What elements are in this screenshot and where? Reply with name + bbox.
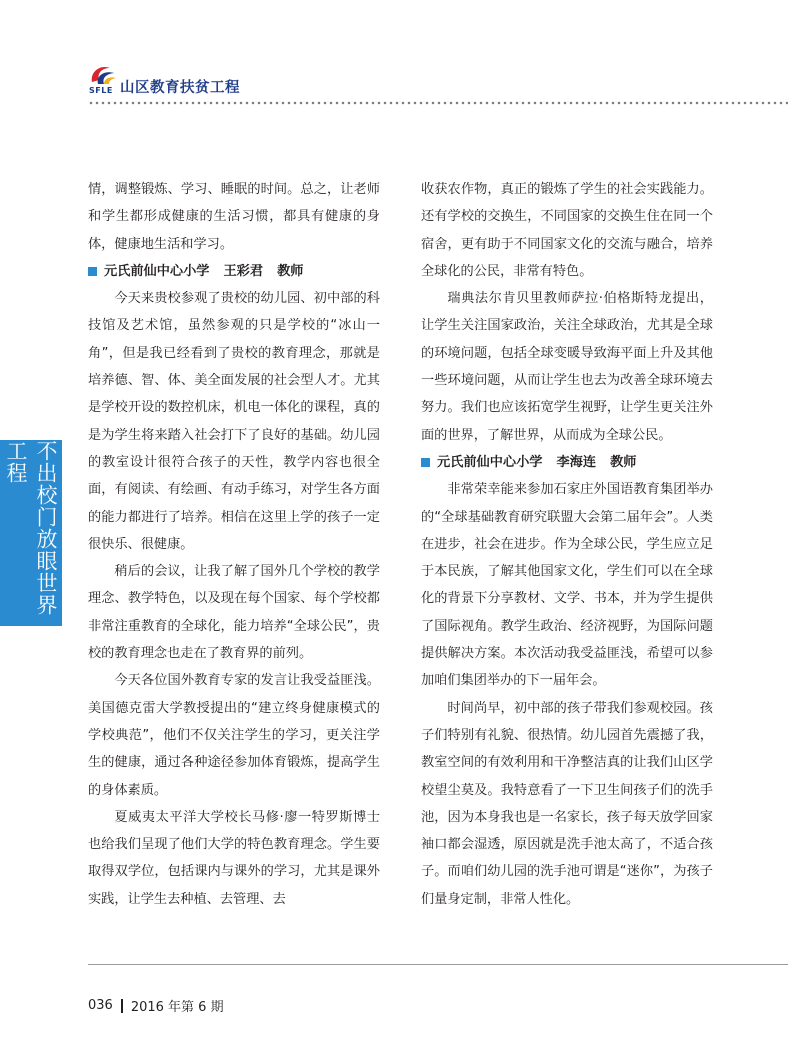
paragraph: 今天来贵校参观了贵校的幼儿园、初中部的科技馆及艺术馆，虽然参观的只是学校的“冰山一角”，但是我已经看到了贵校的教育理念，那就是培养德、智、体、美全面发展的社会型人才。尤其是学校开设的数控机床，机电一体化的课程，真的是为学生将来踏入社会打下了良好的基础。幼儿园的教室设计很符合孩子的天性，教学内容也很全面，有阅读、有绘画、有动手练习，对学生各方面的能力都进行了培养。相信在这里上学的孩子一定很快乐、很健康。 xyxy=(88,291,380,552)
paragraph: 情，调整锻炼、学习、睡眠的时间。总之，让老师和学生都形成健康的生活习惯，都具有健康的身体，健康地生活和学习。 xyxy=(88,182,380,252)
section-author-name: 李海连 xyxy=(556,454,597,470)
section-square-icon xyxy=(88,267,97,276)
logo-text: SFLE xyxy=(89,86,113,95)
paragraph: 今天各位国外教育专家的发言让我受益匪浅。美国德克雷大学教授提出的“建立终身健康模式的学校典范”，他们不仅关注学生的学习，更关注学生的健康，通过各种途径参加体育锻炼，提高学生的身体素质。 xyxy=(88,673,380,798)
side-tab xyxy=(0,440,62,626)
page-number: 036 xyxy=(88,998,113,1013)
issue-label: 2016 年第 6 期 xyxy=(130,1000,224,1015)
section-school: 元氏前仙中心小学 xyxy=(104,263,210,279)
header-dotted-rule xyxy=(88,101,788,105)
section-school: 元氏前仙中心小学 xyxy=(437,454,543,470)
section-author-role: 教师 xyxy=(610,454,637,470)
section-author-name: 王彩君 xyxy=(223,263,264,279)
paragraph: 夏威夷太平洋大学校长马修·廖一特罗斯博士也给我们呈现了他们大学的特色教育理念。学生要取得双学位，包括课内与课外的学习，尤其是课外实践，让学生去种植、去管理、去 xyxy=(88,809,380,907)
sfle-logo xyxy=(88,62,118,96)
paragraph: 非常荣幸能来参加石家庄外国语教育集团举办的“全球基础教育研究联盟大会第二届年会”。人类在进步，社会在进步。作为全球公民，学生应立足于本民族，了解其他国家文化，学生们可以在全球化的背景下分享教材、文学、书本，并为学生提供了国际视角。教学生政治、经济视野，为国际问题提供解决方案。本次活动我受益匪浅，希望可以参加咱们集团举办的下一届年会。 xyxy=(421,482,713,689)
page-footer xyxy=(88,996,224,1015)
logo-swirl-icon xyxy=(88,62,118,88)
right-column xyxy=(421,176,713,913)
paragraph: 瑞典法尔肯贝里教师萨拉·伯格斯特龙提出，让学生关注国家政治，关注全球政治，尤其是全球的环境问题，包括全球变暖导致海平面上升及其他一些环境问题，从而让学生也去为改善全球环境去努力。我们也应该拓宽学生视野，让学生更关注外面的世界，了解世界，从而成为全球公民。 xyxy=(421,291,713,443)
paragraph: 时间尚早，初中部的孩子带我们参观校园。孩子们特别有礼貌、很热情。幼儿园首先震撼了我，教室空间的有效利用和干净整洁真的让我们山区学校望尘莫及。我特意看了一下卫生间孩子们的洗手池，因为本身我也是一名家长，孩子每天放学回家袖口都会湿透，原因就是洗手池太高了，不适合孩子。而咱们幼儿园的洗手池可谓是“迷你”，为孩子们量身定制，非常人性化。 xyxy=(421,700,713,907)
left-column xyxy=(88,176,380,913)
page-header xyxy=(88,62,788,106)
footer-rule xyxy=(88,964,788,965)
side-tab-label: 不出校门放眼世界工程 xyxy=(4,440,58,616)
paragraph: 收获农作物，真正的锻炼了学生的社会实践能力。还有学校的交换生，不同国家的交换生住在同一个宿舍，更有助于不同国家文化的交流与融合，培养全球化的公民，非常有特色。 xyxy=(421,182,713,279)
section-heading xyxy=(88,258,380,285)
section-square-icon xyxy=(421,458,430,467)
paragraph: 稍后的会议，让我了解了国外几个学校的教学理念、教学特色，以及现在每个国家、每个学校都非常注重教育的全球化，能力培养“全球公民”，贵校的教育理念也走在了教育界的前列。 xyxy=(88,564,380,662)
section-author-role: 教师 xyxy=(277,263,304,279)
footer-separator xyxy=(121,999,123,1013)
header-title: 山区教育扶贫工程 xyxy=(120,80,240,96)
section-heading xyxy=(421,449,713,476)
